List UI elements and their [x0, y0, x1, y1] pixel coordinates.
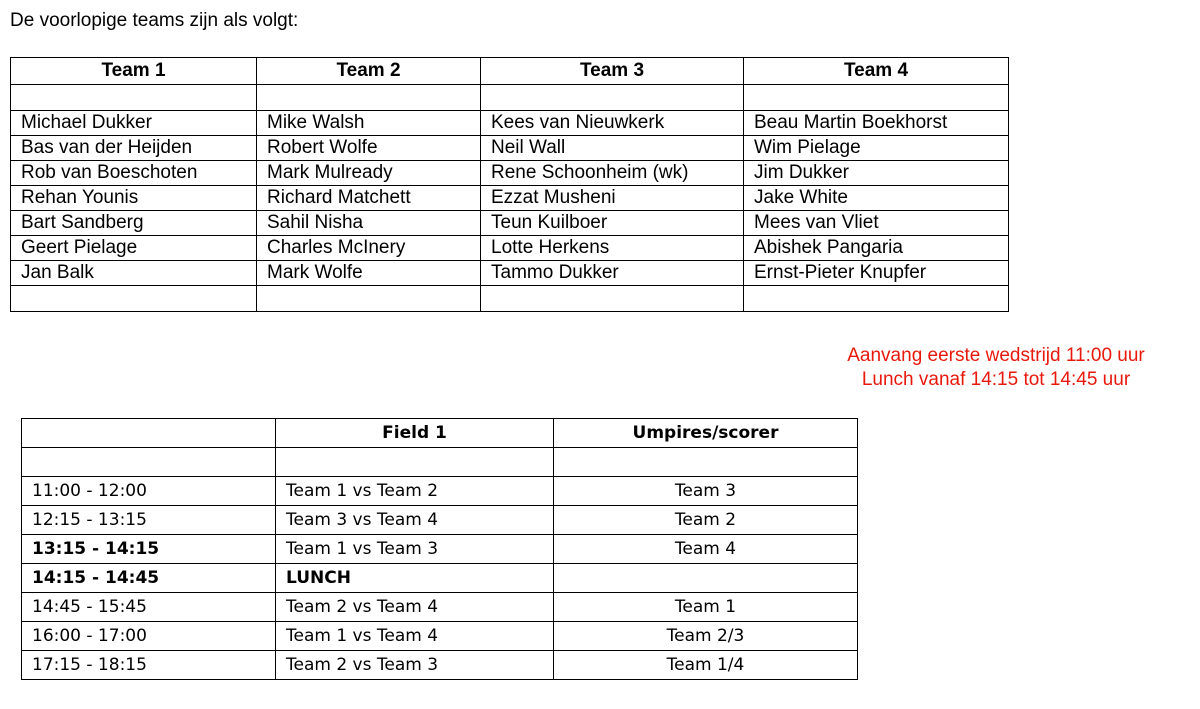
empty-cell	[744, 286, 1009, 312]
table-row	[22, 477, 858, 506]
player-cell: Tammo Dukker	[481, 261, 744, 286]
player-cell: Teun Kuilboer	[481, 211, 744, 236]
table-row	[11, 111, 1009, 136]
empty-cell	[257, 286, 481, 312]
player-cell: Rob van Boeschoten	[11, 161, 257, 186]
umpires-cell: Team 2/3	[554, 622, 858, 651]
time-cell: 12:15 - 13:15	[22, 506, 276, 535]
match-cell: Team 1 vs Team 4	[276, 622, 554, 651]
time-cell: 11:00 - 12:00	[22, 477, 276, 506]
intro-text: De voorlopige teams zijn als volgt:	[10, 10, 299, 31]
match-cell: Team 2 vs Team 4	[276, 593, 554, 622]
time-cell: 13:15 - 14:15	[22, 535, 276, 564]
time-cell: 14:45 - 15:45	[22, 593, 276, 622]
match-cell: Team 1 vs Team 3	[276, 535, 554, 564]
table-row	[11, 261, 1009, 286]
team-1-header: Team 1	[11, 58, 257, 85]
player-cell: Ezzat Musheni	[481, 186, 744, 211]
umpires-cell	[554, 564, 858, 593]
field-1-header: Field 1	[276, 419, 554, 448]
empty-cell	[257, 85, 481, 111]
player-cell: Wim Pielage	[744, 136, 1009, 161]
table-row	[22, 564, 858, 593]
umpires-cell: Team 1	[554, 593, 858, 622]
player-cell: Neil Wall	[481, 136, 744, 161]
player-cell: Bart Sandberg	[11, 211, 257, 236]
empty-cell	[481, 286, 744, 312]
table-row	[22, 651, 858, 680]
match-cell: Team 1 vs Team 2	[276, 477, 554, 506]
player-cell: Richard Matchett	[257, 186, 481, 211]
schedule-notice	[820, 344, 1172, 392]
umpires-cell: Team 2	[554, 506, 858, 535]
player-cell: Mark Mulready	[257, 161, 481, 186]
table-row	[11, 186, 1009, 211]
player-cell: Jake White	[744, 186, 1009, 211]
player-cell: Geert Pielage	[11, 236, 257, 261]
player-cell: Rehan Younis	[11, 186, 257, 211]
time-header	[22, 419, 276, 448]
empty-row	[11, 286, 1009, 312]
player-cell: Sahil Nisha	[257, 211, 481, 236]
player-cell: Mark Wolfe	[257, 261, 481, 286]
player-cell: Lotte Herkens	[481, 236, 744, 261]
umpires-cell: Team 1/4	[554, 651, 858, 680]
table-row	[22, 535, 858, 564]
empty-cell	[276, 448, 554, 477]
player-cell: Mees van Vliet	[744, 211, 1009, 236]
player-cell: Michael Dukker	[11, 111, 257, 136]
empty-row	[22, 448, 858, 477]
table-row	[11, 136, 1009, 161]
match-cell: Team 3 vs Team 4	[276, 506, 554, 535]
empty-cell	[554, 448, 858, 477]
table-row	[22, 506, 858, 535]
team-3-header: Team 3	[481, 58, 744, 85]
player-cell: Robert Wolfe	[257, 136, 481, 161]
player-cell: Bas van der Heijden	[11, 136, 257, 161]
match-cell: LUNCH	[276, 564, 554, 593]
empty-cell	[11, 286, 257, 312]
empty-cell	[744, 85, 1009, 111]
player-cell: Mike Walsh	[257, 111, 481, 136]
empty-cell	[481, 85, 744, 111]
time-cell: 16:00 - 17:00	[22, 622, 276, 651]
player-cell: Jan Balk	[11, 261, 257, 286]
match-cell: Team 2 vs Team 3	[276, 651, 554, 680]
player-cell: Jim Dukker	[744, 161, 1009, 186]
table-row	[11, 161, 1009, 186]
teams-header-row	[11, 58, 1009, 85]
schedule-header-row	[22, 419, 858, 448]
umpires-cell: Team 3	[554, 477, 858, 506]
table-row	[11, 211, 1009, 236]
empty-cell	[22, 448, 276, 477]
empty-cell	[11, 85, 257, 111]
player-cell: Charles McInery	[257, 236, 481, 261]
schedule-table	[21, 418, 858, 680]
player-cell: Ernst-Pieter Knupfer	[744, 261, 1009, 286]
notice-first-match: Aanvang eerste wedstrijd 11:00 uur	[847, 345, 1145, 366]
player-cell: Rene Schoonheim (wk)	[481, 161, 744, 186]
time-cell: 17:15 - 18:15	[22, 651, 276, 680]
table-row	[22, 593, 858, 622]
umpires-cell: Team 4	[554, 535, 858, 564]
notice-lunch: Lunch vanaf 14:15 tot 14:45 uur	[861, 369, 1131, 390]
umpires-header: Umpires/scorer	[554, 419, 858, 448]
player-cell: Abishek Pangaria	[744, 236, 1009, 261]
team-2-header: Team 2	[257, 58, 481, 85]
table-row	[11, 236, 1009, 261]
team-4-header: Team 4	[744, 58, 1009, 85]
teams-table	[10, 57, 1009, 312]
player-cell: Beau Martin Boekhorst	[744, 111, 1009, 136]
empty-row	[11, 85, 1009, 111]
time-cell: 14:15 - 14:45	[22, 564, 276, 593]
player-cell: Kees van Nieuwkerk	[481, 111, 744, 136]
table-row	[22, 622, 858, 651]
